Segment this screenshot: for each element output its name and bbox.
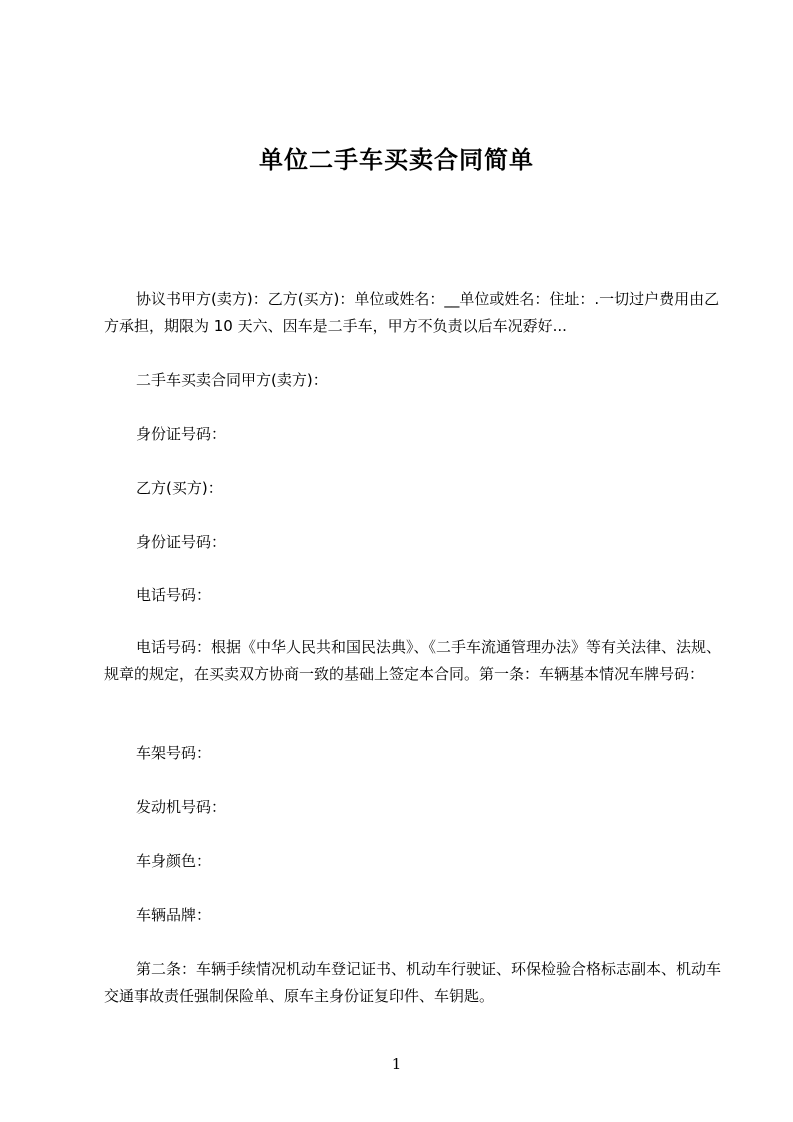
document-title: 单位二手车买卖合同简单: [259, 146, 534, 174]
paragraph-article-two: 第二条：车辆手续情况机动车登记证书、机动车行驶证、环保检验合格标志副本、机动车交通事故责任强制保险单、原车主身份证复印件、车钥匙。: [104, 960, 722, 1005]
paragraph-vehicle-brand: 车辆品牌：: [136, 906, 212, 924]
paragraph-buyer-id: 身份证号码：: [136, 533, 227, 551]
paragraph-seller-id: 身份证号码：: [136, 425, 227, 443]
paragraph-legal-basis: 电话号码：根据《中华人民共和国民法典》、《二手车流通管理办法》等有关法律、法规、规章的规定，在买卖双方协商一致的基础上签定本合同。第一条：车辆基本情况车牌号码：: [104, 638, 722, 683]
paragraph-engine-number: 发动机号码：: [136, 798, 227, 816]
paragraph-seller-label: 二手车买卖合同甲方(卖方)：: [136, 371, 328, 389]
paragraph-frame-number: 车架号码：: [136, 744, 212, 762]
page-number: 1: [391, 1055, 402, 1073]
paragraph-buyer-label: 乙方(买方)：: [136, 479, 223, 497]
paragraph-intro: 协议书甲方(卖方)：乙方(买方)：单位或姓名：__单位或姓名：住址：.一切过户费用由乙方承担，期限为 10 天六、因车是二手车，甲方不负责以后车况孬好...: [104, 290, 720, 335]
paragraph-phone: 电话号码：: [136, 586, 212, 604]
paragraph-body-color: 车身颜色：: [136, 852, 212, 870]
